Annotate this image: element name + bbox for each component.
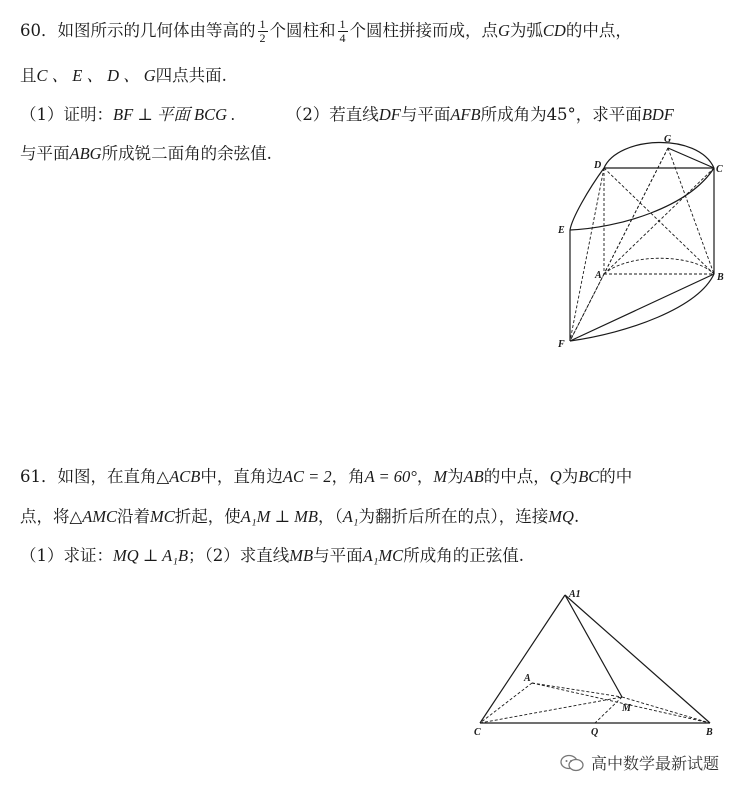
text: 所成角的正弦值. (403, 546, 524, 565)
text: 个圆柱和 (269, 21, 336, 40)
text: ，角 (331, 467, 365, 486)
text: ， (416, 467, 434, 486)
label-B: B (706, 727, 713, 738)
math: M (433, 467, 448, 486)
figure-60 (548, 128, 728, 353)
math: MQ ⊥ A₁B (113, 546, 189, 565)
math: C 、 E 、 D 、 G (36, 66, 156, 85)
frac-den: 2 (259, 31, 266, 45)
label-D: D (594, 160, 602, 171)
label-A: A (595, 270, 602, 281)
label-B: B (717, 272, 724, 283)
math: AC = 2 (282, 467, 332, 486)
text: 为 (358, 507, 376, 526)
watermark (559, 751, 719, 774)
text: 中，直角边 (200, 467, 283, 486)
text: ，（ (317, 507, 343, 526)
label-Q: Q (591, 727, 599, 738)
math: A = 60° (364, 467, 417, 486)
math: △ACB (156, 467, 201, 486)
dash-MB (622, 697, 710, 723)
math: Q (549, 467, 562, 486)
label-G: G (664, 134, 672, 145)
text: 四点共面. (155, 66, 227, 85)
watermark-text: 高中数学最新试题 (590, 754, 719, 773)
dash-AB (532, 683, 710, 723)
text: 沿着 (117, 507, 151, 526)
edge-A1B (565, 595, 710, 723)
label-A: A (524, 673, 531, 684)
fraction-half (258, 18, 268, 45)
text: 翻折后所在的点），连接 (375, 507, 549, 526)
top-arc (604, 142, 714, 168)
edge-A1M (565, 595, 622, 697)
math: MQ (548, 507, 574, 526)
problem-number: 60． (20, 21, 58, 40)
problem-number: 61． (20, 467, 58, 486)
frac-num: 1 (339, 17, 346, 31)
p61-line3 (20, 544, 524, 568)
frac-num: 1 (259, 17, 266, 31)
fraction-quarter (338, 18, 348, 45)
dash-AM (532, 683, 622, 697)
text: 的中 (599, 467, 633, 486)
label-F: F (558, 339, 565, 350)
text: 为 (447, 467, 464, 486)
math: △AMC (69, 507, 118, 526)
math: A₁MC (362, 546, 404, 565)
text: 的中点， (565, 21, 632, 40)
math: MC (150, 507, 175, 526)
label-C: C (716, 164, 723, 175)
p60-line2 (20, 64, 227, 88)
math: BC (578, 467, 600, 486)
text: 为 (561, 467, 579, 486)
dash-CM (480, 697, 622, 723)
math: ABG (69, 144, 102, 163)
text: 与平面 (20, 144, 70, 163)
text: 与平面 (313, 546, 363, 565)
edge-A1C (480, 595, 565, 723)
math: A₁M ⊥ MB (240, 507, 318, 526)
p60-line1 (20, 18, 632, 45)
p61-line2 (20, 505, 579, 529)
text: 点，将 (20, 507, 70, 526)
quarter-edge-DE (570, 168, 604, 230)
math: BF ⊥ 平面 BCG . (113, 105, 236, 124)
math: AB (463, 467, 484, 486)
math: DF (378, 105, 401, 124)
figure-61 (470, 585, 720, 740)
text: 为弧 (509, 21, 543, 40)
dash-AC (480, 683, 532, 723)
text: ；（2）求直线 (188, 546, 290, 565)
label-E: E (558, 225, 565, 236)
text: 折起，使 (174, 507, 241, 526)
label-M: M (622, 703, 631, 714)
edge-FB (570, 274, 714, 341)
math: G (498, 21, 510, 40)
math: BDF (641, 105, 674, 124)
dash-GB (668, 148, 714, 274)
text: 与平面 (400, 105, 451, 124)
math: CD (542, 21, 566, 40)
text: 个圆柱拼接而成，点 (349, 21, 498, 40)
text: 所成角为45°，求平面 (480, 105, 642, 124)
text: 如图所示的几何体由等高的 (57, 21, 256, 40)
wechat-icon (559, 753, 585, 773)
text: （2）若直线 (285, 105, 379, 124)
p60-line4 (20, 142, 272, 166)
text: 且 (20, 66, 37, 85)
math: MB (289, 546, 314, 565)
math: AFB (450, 105, 481, 124)
text: 如图，在直角 (57, 467, 157, 486)
text: . (573, 507, 580, 526)
label-C: C (474, 727, 481, 738)
frac-den: 4 (339, 31, 346, 45)
math: A₁ (342, 507, 359, 526)
label-A1: A1 (569, 589, 581, 600)
text: （1）求证： (20, 546, 113, 565)
dash-bottom-arc (604, 258, 714, 274)
text: 的中点， (483, 467, 550, 486)
p61-line1 (20, 465, 632, 489)
p60-line3 (20, 103, 674, 127)
text: 所成锐二面角的余弦值. (101, 144, 272, 163)
text: （1）证明： (20, 105, 113, 124)
